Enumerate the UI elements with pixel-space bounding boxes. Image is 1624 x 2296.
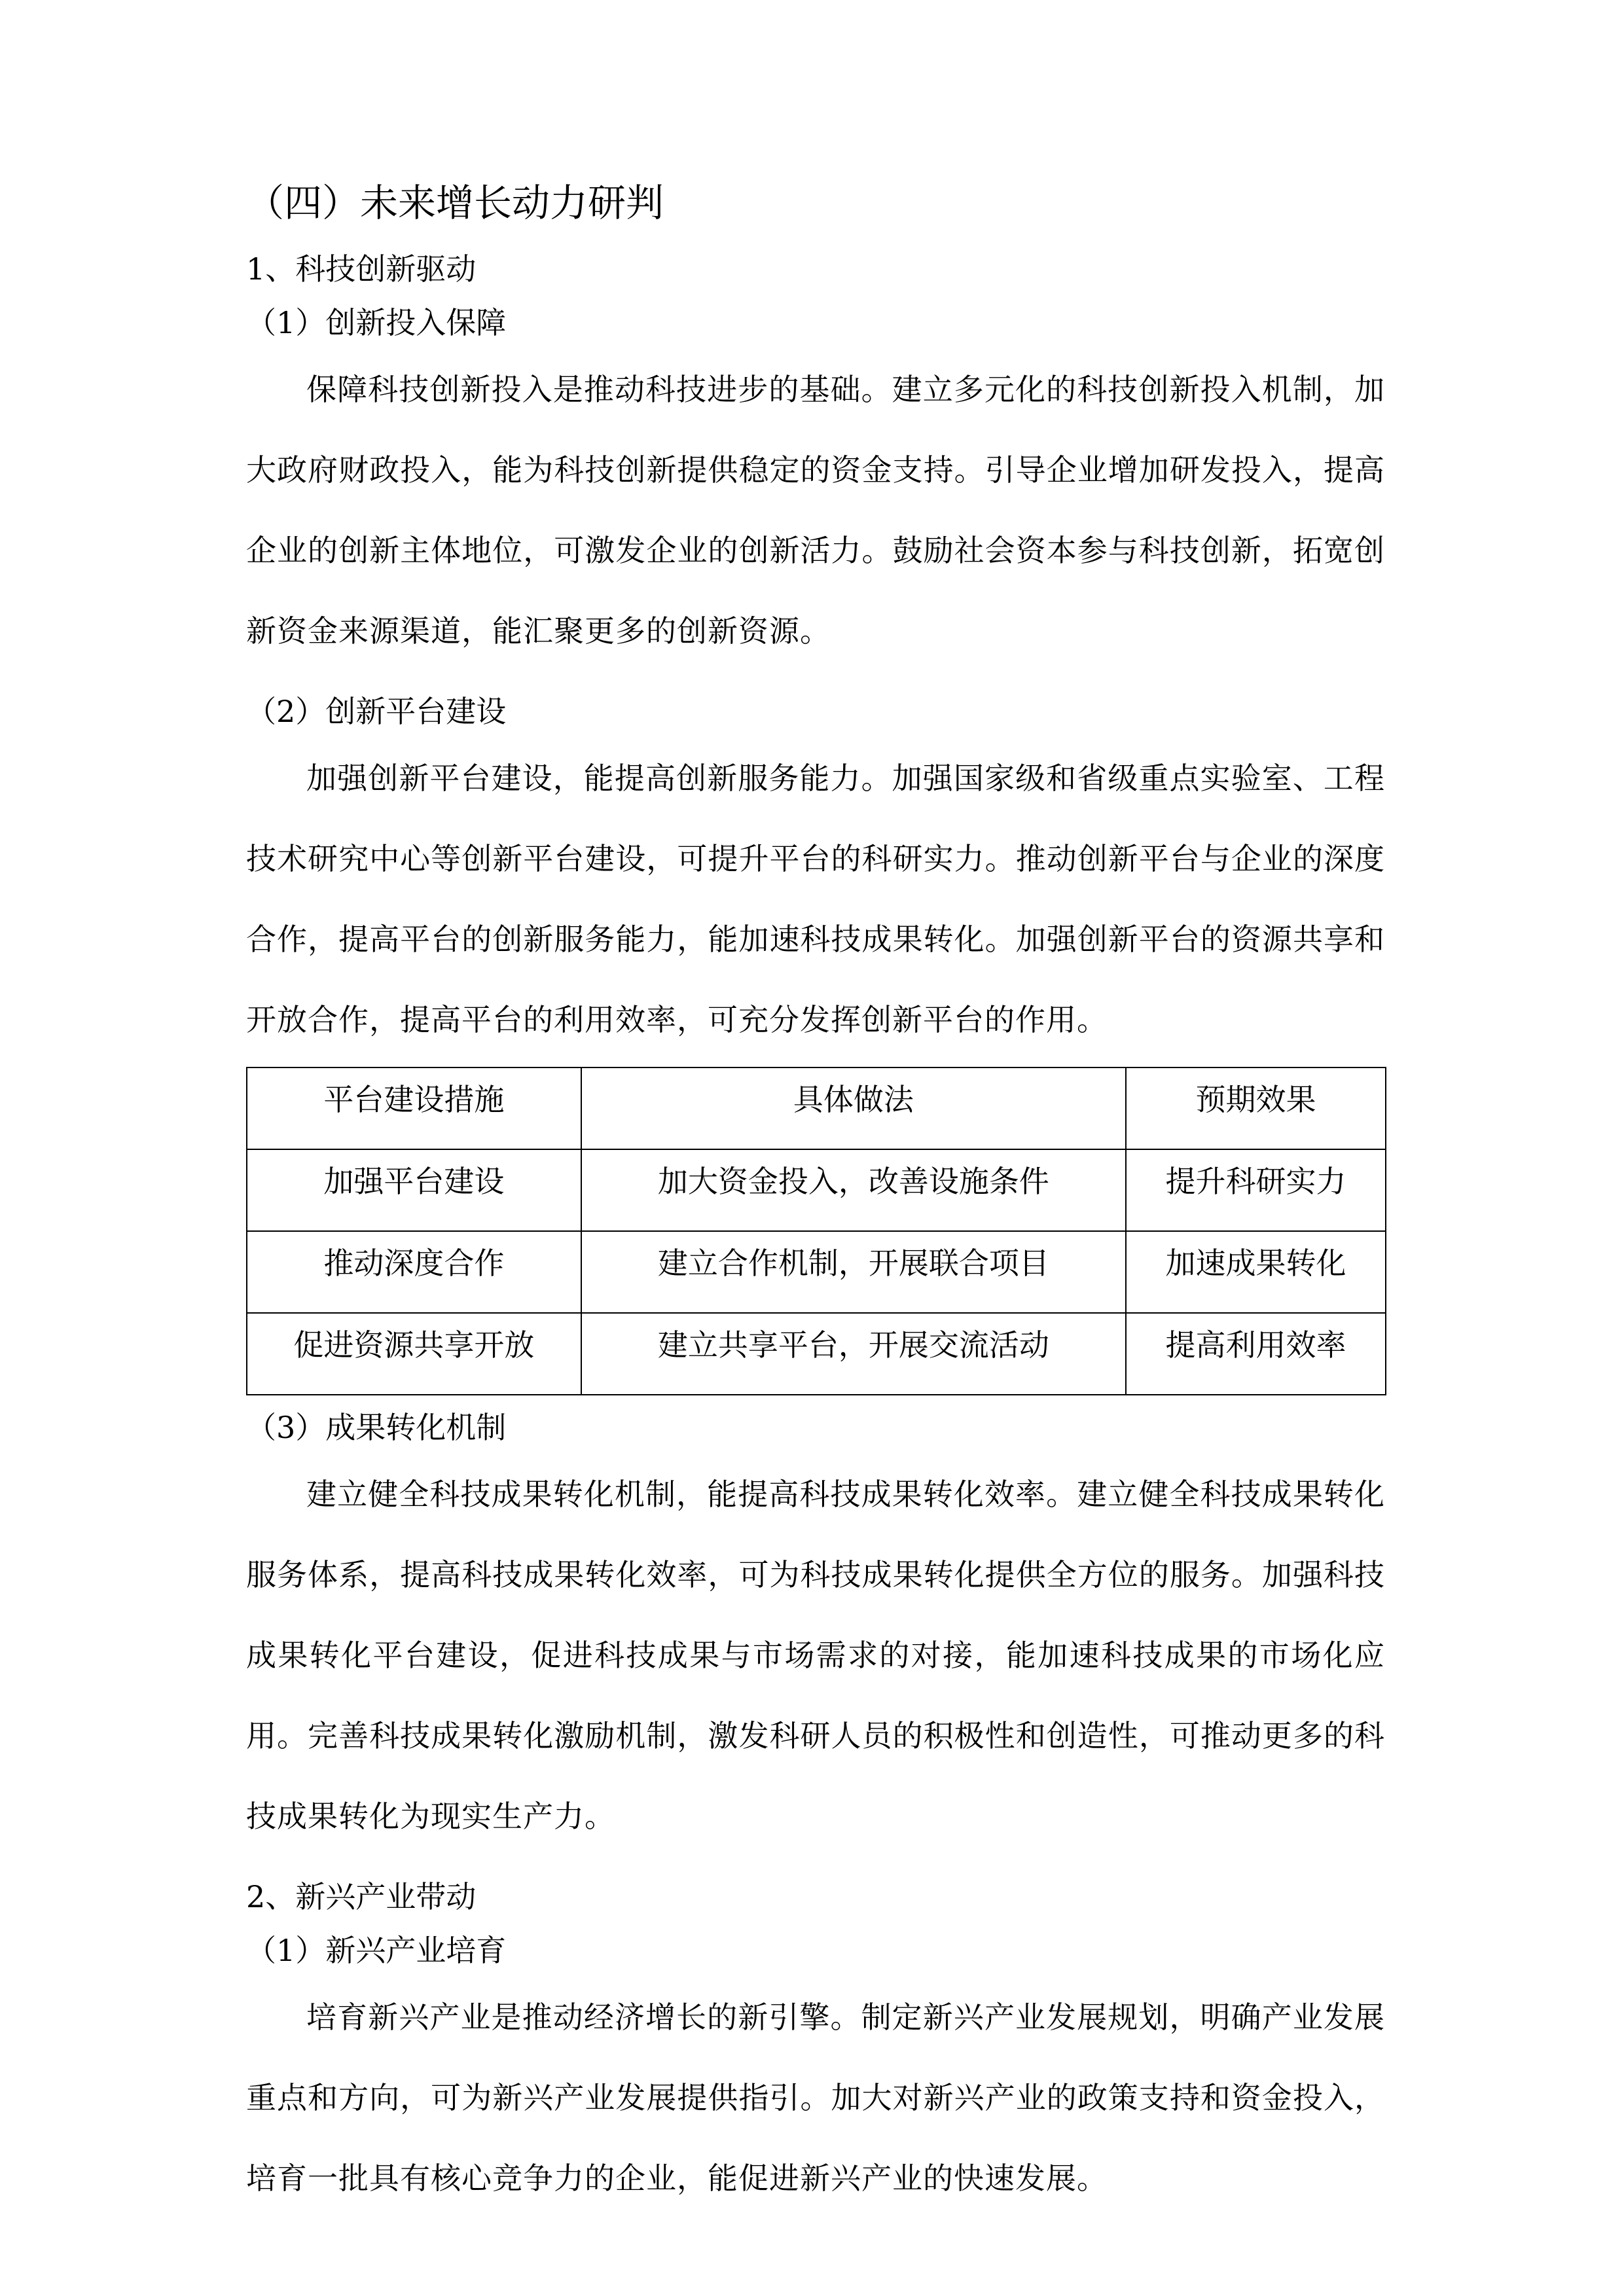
- paragraph-industry-cultivation: 培育新兴产业是推动经济增长的新引擎。制定新兴产业发展规划，明确产业发展重点和方向，可为新兴产业发展提供指引。加大对新兴产业的政策支持和资金投入，培育一批具有核心竞争力的企业，能促进新兴产业的快速发展。: [246, 2000, 1386, 2196]
- paragraph-innovation-platform: 加强创新平台建设，能提高创新服务能力。加强国家级和省级重点实验室、工程技术研究中心等创新平台建设，可提升平台的科研实力。推动创新平台与企业的深度合作，提高平台的创新服务能力，能加速科技成果转化。加强创新平台的资源共享和开放合作，提高平台的利用效率，可充分发挥创新平台的作用。: [246, 761, 1386, 1037]
- table-cell: 建立共享平台，开展交流活动: [581, 1313, 1126, 1395]
- table-header-cell: 平台建设措施: [247, 1067, 581, 1149]
- heading-emerging-industry: 2、新兴产业带动: [246, 1879, 477, 1914]
- table-cell: 建立合作机制，开展联合项目: [581, 1231, 1126, 1313]
- heading-achievement-transfer: （3）成果转化机制: [246, 1410, 507, 1445]
- table-row: [247, 1149, 1386, 1231]
- table-cell: 加速成果转化: [1126, 1231, 1386, 1313]
- heading-tech-innovation: 1、科技创新驱动: [246, 251, 477, 287]
- heading-innovation-input: （1）创新投入保障: [246, 305, 507, 340]
- table-cell: 加强平台建设: [247, 1149, 581, 1231]
- table-row: [247, 1313, 1386, 1395]
- table-cell: 加大资金投入，改善设施条件: [581, 1149, 1126, 1231]
- table-header-row: [247, 1067, 1386, 1149]
- paragraph-achievement-transfer: 建立健全科技成果转化机制，能提高科技成果转化效率。建立健全科技成果转化服务体系，提高科技成果转化效率，可为科技成果转化提供全方位的服务。加强科技成果转化平台建设，促进科技成果与市场需求的对接，能加速科技成果的市场化应用。完善科技成果转化激励机制，激发科研人员的积极性和创造性，可推动更多的科技成果转化为现实生产力。: [246, 1477, 1386, 1834]
- table-cell: 促进资源共享开放: [247, 1313, 581, 1395]
- paragraph-innovation-input: 保障科技创新投入是推动科技进步的基础。建立多元化的科技创新投入机制，加大政府财政投入，能为科技创新提供稳定的资金支持。引导企业增加研发投入，提高企业的创新主体地位，可激发企业的创新活力。鼓励社会资本参与科技创新，拓宽创新资金来源渠道，能汇聚更多的创新资源。: [246, 372, 1386, 649]
- heading-innovation-platform: （2）创新平台建设: [246, 694, 507, 729]
- table-cell: 推动深度合作: [247, 1231, 581, 1313]
- document-page: [246, 177, 1385, 2219]
- section-title: （四）未来增长动力研判: [246, 181, 664, 225]
- table-header-cell: 预期效果: [1126, 1067, 1386, 1149]
- table-cell: 提高利用效率: [1126, 1313, 1386, 1395]
- platform-measures-table: [246, 1067, 1386, 1395]
- table-cell: 提升科研实力: [1126, 1149, 1386, 1231]
- table-row: [247, 1231, 1386, 1313]
- heading-industry-cultivation: （1）新兴产业培育: [246, 1933, 507, 1968]
- table-header-cell: 具体做法: [581, 1067, 1126, 1149]
